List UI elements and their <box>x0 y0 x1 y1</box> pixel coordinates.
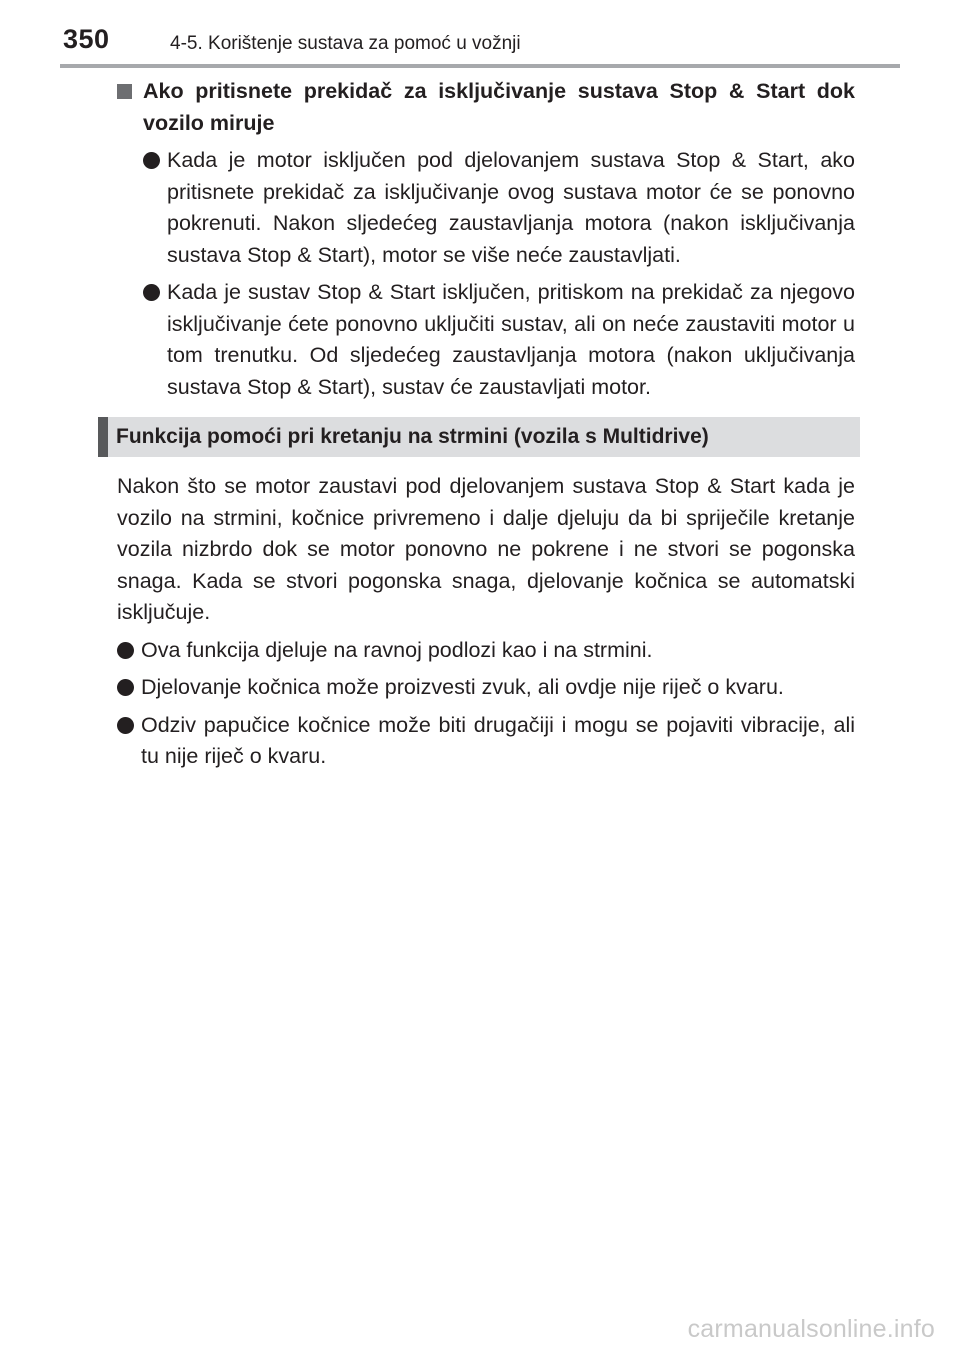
section1-bullets <box>143 145 855 403</box>
round-bullet-icon <box>143 152 160 169</box>
page-header <box>60 22 900 62</box>
chapter-title: 4-5. Korištenje sustava za pomoć u vožnji <box>170 33 521 54</box>
list-item-text: Kada je sustav Stop & Start isključen, pritiskom na prekidač za njegovo isključivanje ćete ponovno uključiti sustav, ali on neće zaustaviti motor u tom trenutku. Od sljedećeg zaustavljanja motora (nakon uključivanja sustava Stop & Start), sustav će zaustavljati motor. <box>167 280 855 399</box>
round-bullet-icon <box>117 717 134 734</box>
watermark: carmanualsonline.info <box>687 1315 935 1343</box>
section-heading-text: Ako pritisnete prekidač za isključivanje sustava Stop & Start dok vozilo miruje <box>143 79 855 135</box>
list-item <box>117 635 855 667</box>
list-item <box>143 277 855 403</box>
list-item-text: Ova funkcija djeluje na ravnoj podlozi kao i na strmini. <box>141 637 653 662</box>
round-bullet-icon <box>117 642 134 659</box>
list-item-text: Kada je motor isključen pod djelovanjem sustava Stop & Start, ako pritisnete prekidač za isključivanje ovog sustava motor će se ponovno pokrenuti. Nakon sljedećeg zaustavljanja motora (nakon isključivanja sustava Stop & Start), motor se više neće zaustavljati. <box>167 148 855 267</box>
list-item-text: Djelovanje kočnica može proizvesti zvuk, ali ovdje nije riječ o kvaru. <box>141 675 784 699</box>
page-number: 350 <box>63 24 110 54</box>
body-paragraph: Nakon što se motor zaustavi pod djelovanjem sustava Stop & Start kada je vozilo na strmini, kočnice privremeno i dalje djeluju da bi spriječile kretanje vozila nizbrdo dok se motor ponovno ne pokrene i ne stvori se pogonska snaga. Kada se stvori pogonska snaga, djelovanje kočnica se automatski isključuje. <box>117 474 855 624</box>
list-item <box>117 672 855 704</box>
round-bullet-icon <box>143 284 160 301</box>
list-item <box>117 710 855 773</box>
list-item <box>143 145 855 271</box>
page-content <box>117 76 855 779</box>
section-title: Funkcija pomoći pri kretanju na strmini (vozila s Multidrive) <box>116 425 709 448</box>
list-item-text: Odziv papučice kočnice može biti drugačiji i mogu se pojaviti vibracije, ali tu nije riječ o kvaru. <box>141 712 855 768</box>
header-divider <box>60 64 900 68</box>
round-bullet-icon <box>117 679 134 696</box>
section-title-bar <box>98 417 860 457</box>
square-bullet-icon <box>117 84 132 99</box>
section-heading <box>117 76 855 139</box>
